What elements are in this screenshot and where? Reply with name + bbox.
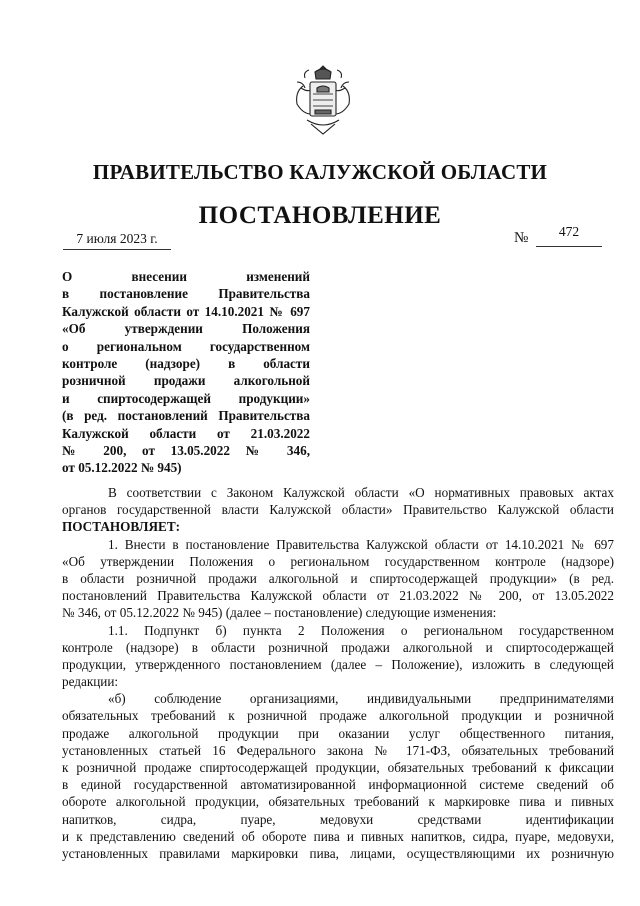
- body-line: 1. Внести в постановление Правительства Калужской области от 14.10.2021 № 697: [108, 536, 614, 552]
- number-label: №: [514, 230, 529, 246]
- government-title: ПРАВИТЕЛЬСТВО КАЛУЖСКОЙ ОБЛАСТИ: [92, 160, 548, 184]
- body-line: продаже алкогольной продукции при оказании услуг общественного питания,: [62, 725, 614, 741]
- subject-line: «Об утверждении Положения: [62, 321, 310, 337]
- coat-of-arms-icon: [293, 64, 353, 138]
- document-number: 472: [536, 224, 602, 247]
- body-line: органов государственной власти Калужской области» Правительство Калужской области: [62, 502, 614, 518]
- subject-line: о региональном государственном: [62, 338, 310, 354]
- subject-line: контроле (надзоре) в области: [62, 355, 310, 371]
- body-line: контроле (надзоре) в области розничной продажи алкогольной и спиртосодержащей: [62, 639, 614, 655]
- body-line: в единой государственной автоматизированной информационной системе сведений об: [62, 777, 614, 793]
- subject-line: и спиртосодержащей продукции»: [62, 390, 310, 406]
- body-line: в области розничной продажи алкогольной и спиртосодержащей продукции» (в ред.: [62, 570, 614, 586]
- subject-line: розничной продажи алкогольной: [62, 373, 310, 389]
- subject-block: [62, 268, 310, 477]
- document-date: 7 июля 2023 г.: [63, 231, 171, 250]
- subject-line: О внесении изменений: [62, 269, 310, 284]
- body-line: и к представлению сведений об обороте пива и пивных напитков, сидра, пуаре, медовухи,: [62, 828, 614, 844]
- body-line: обязательных требований к розничной продаже алкогольной продукции и розничной: [62, 708, 614, 724]
- document-type-title: ПОСТАНОВЛЕНИЕ: [198, 202, 442, 229]
- body-line: к розничной продаже спиртосодержащей продукции, обязательных требований к фиксации: [62, 760, 614, 775]
- subject-line: Калужской области от 21.03.2022: [62, 425, 310, 441]
- body-line: «б) соблюдение организациями, индивидуальными предпринимателями: [108, 691, 614, 707]
- body-line: В соответствии с Законом Калужской области «О нормативных правовых актах: [108, 485, 614, 500]
- body-line: № 346, от 05.12.2022 № 945) (далее – постановление) следующие изменения:: [62, 605, 497, 621]
- body-text: [62, 484, 614, 862]
- body-line: установленных правилами маркировки пива, лицами, осуществляющими их розничную: [62, 845, 614, 861]
- body-line: установленных статьей 16 Федерального закона № 171-ФЗ, обязательных требований: [62, 742, 614, 758]
- subject-line: в постановление Правительства: [62, 286, 310, 302]
- body-line: продукции, утвержденного постановлением (далее – Положение), изложить в следующей: [62, 656, 614, 672]
- subject-line: № 200, от 13.05.2022 № 346,: [62, 442, 310, 458]
- body-line: «Об утверждении Положения о региональном государственном контроле (надзоре): [62, 553, 614, 569]
- body-line: 1.1. Подпункт б) пункта 2 Положения о региональном государственном: [108, 622, 614, 638]
- body-line: обороте алкогольной продукции, обязательных требований к маркировке пива и пивных: [62, 794, 614, 810]
- subject-line: (в ред. постановлений Правительства: [62, 408, 310, 424]
- body-line-resolves: ПОСТАНОВЛЯЕТ:: [62, 519, 181, 535]
- body-line: напитков, сидра, пуаре, медовухи средствами идентификации: [62, 811, 614, 827]
- body-line: редакции:: [62, 674, 119, 690]
- subject-line: от 05.12.2022 № 945): [62, 460, 182, 476]
- subject-line: Калужской области от 14.10.2021 № 697: [62, 303, 310, 319]
- body-line: постановлений Правительства Калужской области от 21.03.2022 № 200, от 13.05.2022: [62, 588, 614, 604]
